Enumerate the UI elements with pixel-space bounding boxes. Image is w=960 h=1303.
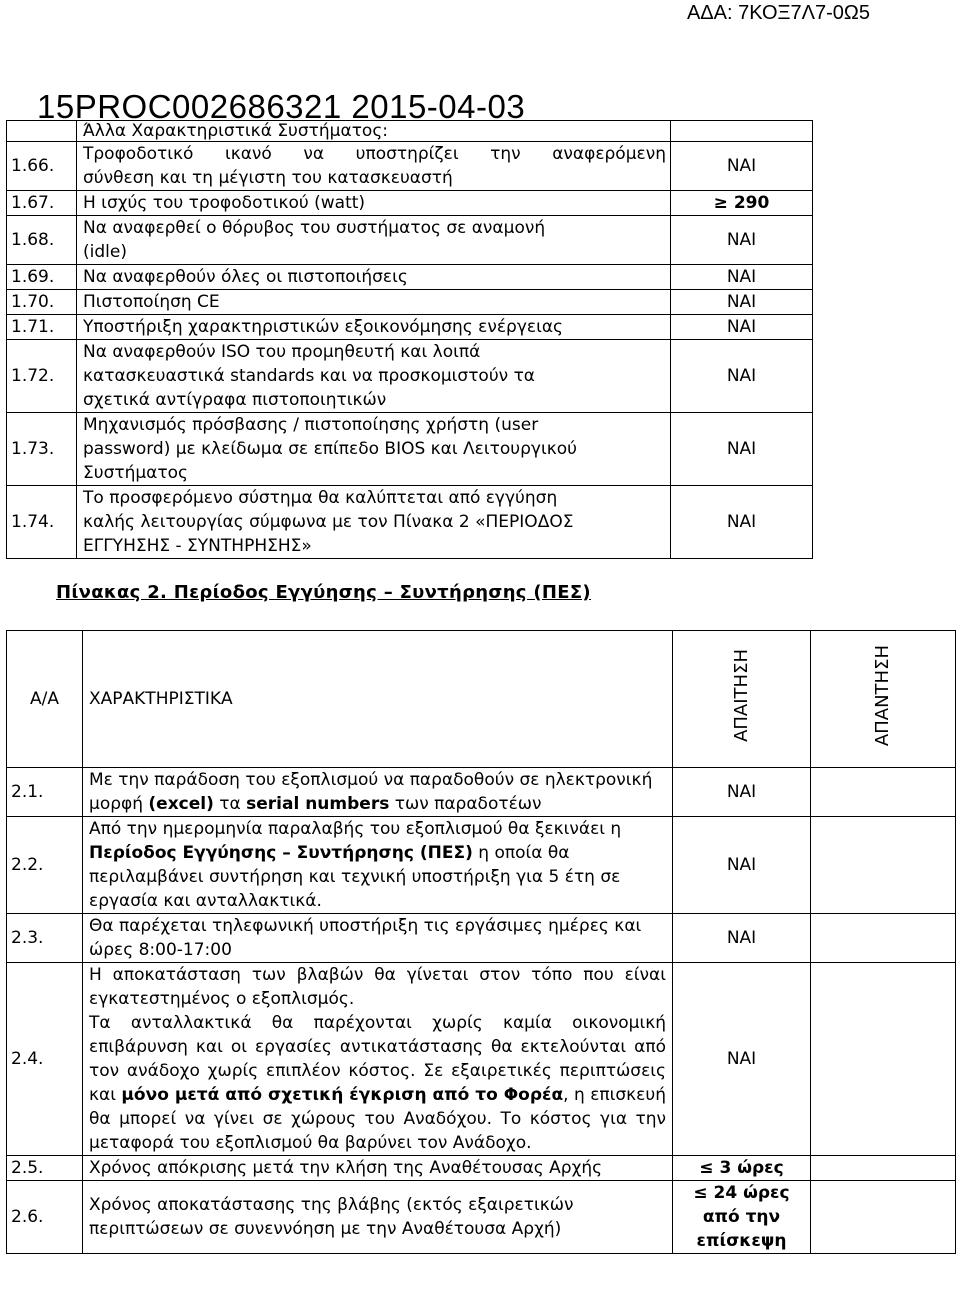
column-header-number: Α/Α xyxy=(7,631,83,768)
table-row xyxy=(7,413,813,486)
row-requirement: ΝΑΙ xyxy=(673,768,811,817)
row-answer xyxy=(811,1156,956,1181)
row-description: Πιστοποίηση CE xyxy=(77,290,671,315)
row-requirement: ΝΑΙ xyxy=(673,963,811,1156)
column-header-answer: ΑΠΑΝΤΗΣΗ xyxy=(811,631,956,768)
row-requirement: ≥ 290 xyxy=(671,191,813,216)
row-description: Τροφοδοτικό ικανό να υποστηρίζει την αναφερόμενη σύνθεση και τη μέγιστη του κατασκευαστή xyxy=(77,142,671,191)
specs-table xyxy=(6,120,813,559)
row-number: 2.6. xyxy=(7,1181,83,1254)
row-number: 1.72. xyxy=(7,340,77,413)
row-number: 1.74. xyxy=(7,486,77,559)
table-row xyxy=(7,817,956,914)
row-requirement: ΝΑΙ xyxy=(671,265,813,290)
row-number: 2.5. xyxy=(7,1156,83,1181)
row-description: Με την παράδοση του εξοπλισμού να παραδοθούν σε ηλεκτρονική μορφή (excel) τα serial numbers των παραδοτέων xyxy=(83,768,673,817)
row-number: 1.69. xyxy=(7,265,77,290)
row-requirement: ΝΑΙ xyxy=(671,486,813,559)
row-description: Από την ημερομηνία παραλαβής του εξοπλισμού θα ξεκινάει η Περίοδος Εγγύησης – Συντήρησης (ΠΕΣ) η οποία θα περιλαμβάνει συντήρηση και τεχνική υποστήριξη για 5 έτη σε εργασία και ανταλλακτικά. xyxy=(83,817,673,914)
section-title: Άλλα Χαρακτηριστικά Συστήματος: xyxy=(77,121,671,142)
table-row xyxy=(7,486,813,559)
table-row xyxy=(7,121,813,142)
row-description: Να αναφερθεί ο θόρυβος του συστήματος σε αναμονή (idle) xyxy=(77,216,671,265)
row-number: 1.73. xyxy=(7,413,77,486)
row-answer xyxy=(811,914,956,963)
row-requirement: ΝΑΙ xyxy=(671,315,813,340)
row-description: Θα παρέχεται τηλεφωνική υποστήριξη τις εργάσιμες ημέρες και ώρες 8:00-17:00 xyxy=(83,914,673,963)
table-title: Πίνακας 2. Περίοδος Εγγύησης – Συντήρησης (ΠΕΣ) xyxy=(56,582,591,603)
row-number: 2.1. xyxy=(7,768,83,817)
row-number: 2.4. xyxy=(7,963,83,1156)
row-requirement: ΝΑΙ xyxy=(673,817,811,914)
table-row xyxy=(7,265,813,290)
table-header-row xyxy=(7,631,956,768)
row-number: 1.70. xyxy=(7,290,77,315)
table-row xyxy=(7,315,813,340)
row-requirement: ΝΑΙ xyxy=(673,914,811,963)
row-description: Η ισχύς του τροφοδοτικού (watt) xyxy=(77,191,671,216)
row-description: Χρόνος αποκατάστασης της βλάβης (εκτός εξαιρετικών περιπτώσεων σε συνεννόηση με την Αναθέτουσα Αρχή) xyxy=(83,1181,673,1254)
row-requirement: ΝΑΙ xyxy=(671,413,813,486)
column-header-description: ΧΑΡΑΚΤΗΡΙΣΤΙΚΑ xyxy=(83,631,673,768)
warranty-table xyxy=(6,630,956,1254)
row-answer xyxy=(811,1181,956,1254)
table-row xyxy=(7,914,956,963)
table-row xyxy=(7,340,813,413)
row-description: Το προσφερόμενο σύστημα θα καλύπτεται από εγγύηση καλής λειτουργίας σύμφωνα με τον Πίνακα 2 «ΠΕΡΙΟΔΟΣ ΕΓΓΥΗΣΗΣ - ΣΥΝΤΗΡΗΣΗΣ» xyxy=(77,486,671,559)
row-answer xyxy=(811,768,956,817)
row-requirement: ≤ 24 ώρες από την επίσκεψη xyxy=(673,1181,811,1254)
row-description: Η αποκατάσταση των βλαβών θα γίνεται στον τόπο που είναι εγκατεστημένος ο εξοπλισμός. Τα ανταλλακτικά θα παρέχονται χωρίς καμία οικονομική επιβάρυνση και οι εργασίες αντικατάστασης θα εκτελούνται από τον ανάδοχο χωρίς επιπλέον κόστος. Σε εξαιρετικές περιπτώσεις και μόνο μετά από σχετική έγκριση από το Φορέα, η επισκευή θα μπορεί να γίνει σε χώρους του Αναδόχου. Το κόστος για την μεταφορά του εξοπλισμού θα βαρύνει τον Ανάδοχο. xyxy=(83,963,673,1156)
row-answer xyxy=(811,963,956,1156)
row-requirement: ΝΑΙ xyxy=(671,216,813,265)
row-requirement: ΝΑΙ xyxy=(671,142,813,191)
table-row xyxy=(7,290,813,315)
row-number: 1.67. xyxy=(7,191,77,216)
row-number: 1.71. xyxy=(7,315,77,340)
table-row xyxy=(7,768,956,817)
table-row xyxy=(7,963,956,1156)
ada-code: ΑΔΑ: 7ΚΟΞ7Λ7-0Ω5 xyxy=(686,2,870,24)
row-number: 1.66. xyxy=(7,142,77,191)
table-row xyxy=(7,191,813,216)
row-description: Να αναφερθούν όλες οι πιστοποιήσεις xyxy=(77,265,671,290)
table-row xyxy=(7,1156,956,1181)
row-description: Χρόνος απόκρισης μετά την κλήση της Αναθέτουσας Αρχής xyxy=(83,1156,673,1181)
row-number: 2.2. xyxy=(7,817,83,914)
row-answer xyxy=(811,817,956,914)
row-description: Μηχανισμός πρόσβασης / πιστοποίησης χρήστη (user password) με κλείδωμα σε επίπεδο BIOS και Λειτουργικού Συστήματος xyxy=(77,413,671,486)
row-description: Να αναφερθούν ISO του προμηθευτή και λοιπά κατασκευαστικά standards και να προσκομιστούν τα σχετικά αντίγραφα πιστοποιητικών xyxy=(77,340,671,413)
table-row xyxy=(7,216,813,265)
row-requirement: ≤ 3 ώρες xyxy=(673,1156,811,1181)
row-number: 2.3. xyxy=(7,914,83,963)
row-description: Υποστήριξη χαρακτηριστικών εξοικονόμησης ενέργειας xyxy=(77,315,671,340)
row-requirement: ΝΑΙ xyxy=(671,290,813,315)
table-row xyxy=(7,1181,956,1254)
document-id-watermark: 15PROC002686321 2015-04-03 xyxy=(37,88,526,125)
table-row xyxy=(7,142,813,191)
column-header-requirement: ΑΠΑΙΤΗΣΗ xyxy=(673,631,811,768)
row-requirement: ΝΑΙ xyxy=(671,340,813,413)
row-number: 1.68. xyxy=(7,216,77,265)
